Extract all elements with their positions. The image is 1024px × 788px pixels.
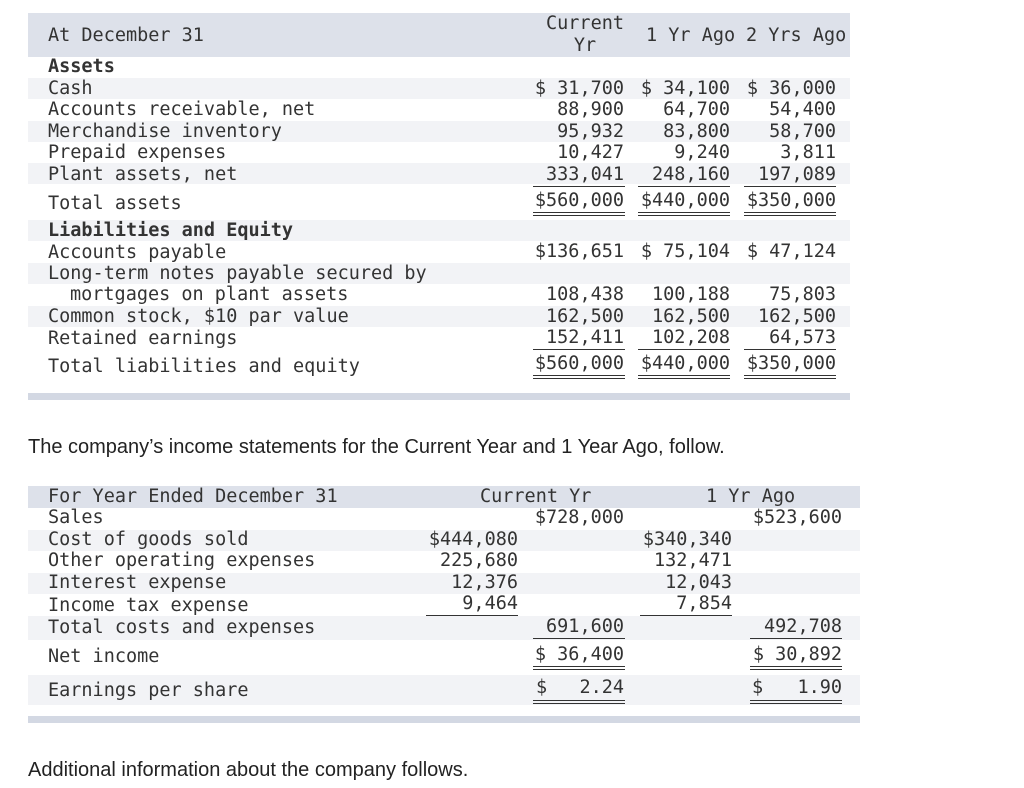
row-label-total-le: Total liabilities and equity [48, 356, 360, 377]
prepaid-current: 10,427 [557, 142, 624, 163]
balance-header-2yrs-ago: 2 Yrs Ago [746, 25, 847, 46]
income-header-label: For Year Ended December 31 [48, 486, 338, 507]
row-label-total-costs: Total costs and expenses [48, 617, 316, 638]
section-divider [28, 393, 850, 400]
total-costs-current: 691,600 [546, 616, 624, 637]
double-underline [638, 215, 730, 216]
common-stock-current: 162,500 [546, 306, 624, 327]
inventory-2yrs: 58,700 [769, 121, 836, 142]
row-label-ap: Accounts payable [48, 242, 227, 263]
total-assets-1yr: $440,000 [640, 190, 730, 211]
sales-current: $728,000 [534, 507, 624, 528]
retained-current: 152,411 [546, 327, 624, 348]
double-underline [533, 212, 625, 213]
ap-current: $136,651 [534, 241, 624, 262]
inventory-current: 95,932 [557, 121, 624, 142]
eps-1yr: 1.90 [797, 677, 842, 698]
retained-1yr: 102,208 [652, 327, 730, 348]
ltnp-1yr: 100,188 [652, 284, 730, 305]
total-le-current: $560,000 [534, 353, 624, 374]
ltnp-2yrs: 75,803 [769, 284, 836, 305]
total-le-2yrs: $350,000 [746, 353, 836, 374]
underline [533, 638, 625, 639]
underline [638, 349, 730, 350]
income-header-current-yr: Current Yr [480, 486, 592, 507]
plant-1yr: 248,160 [652, 164, 730, 185]
row-label-tax: Income tax expense [48, 595, 249, 616]
double-underline [750, 700, 842, 701]
balance-header-current-yr-1: Current [546, 13, 624, 34]
liabilities-heading: Liabilities and Equity [48, 220, 294, 241]
net-income-current: $ 36,400 [534, 644, 624, 665]
double-underline [533, 703, 625, 704]
underline [744, 186, 836, 187]
balance-header-1yr-ago: 1 Yr Ago [646, 25, 736, 46]
total-assets-2yrs: $350,000 [746, 190, 836, 211]
total-le-1yr: $440,000 [640, 353, 730, 374]
row-label-total-assets: Total assets [48, 193, 182, 214]
eps-current-symbol: $ [536, 677, 548, 698]
additional-info-text: Additional information about the company follows. [28, 759, 469, 781]
double-underline [744, 375, 836, 376]
tax-current: 9,464 [462, 593, 518, 614]
double-underline [533, 669, 625, 670]
row-label-ltnp-line2: mortgages on plant assets [70, 284, 349, 305]
retained-2yrs: 64,573 [769, 327, 836, 348]
sales-1yr: $523,600 [752, 507, 842, 528]
double-underline [750, 666, 842, 667]
row-label-ltnp-line1: Long-term notes payable secured by [48, 263, 427, 284]
net-income-1yr: $ 30,892 [752, 644, 842, 665]
plant-2yrs: 197,089 [758, 164, 836, 185]
double-underline [638, 212, 730, 213]
row-label-ar: Accounts receivable, net [48, 99, 316, 120]
ap-1yr: $ 75,104 [640, 241, 730, 262]
cash-2yrs: $ 36,000 [746, 78, 836, 99]
income-intro-text: The company’s income statements for the Current Year and 1 Year Ago, follow. [28, 436, 725, 458]
row-label-interest: Interest expense [48, 572, 227, 593]
row-label-retained: Retained earnings [48, 328, 238, 349]
ar-current: 88,900 [557, 99, 624, 120]
underline [640, 615, 732, 616]
underline [638, 186, 730, 187]
double-underline [744, 378, 836, 379]
row-label-inventory: Merchandise inventory [48, 121, 282, 142]
ap-2yrs: $ 47,124 [746, 241, 836, 262]
inventory-1yr: 83,800 [663, 121, 730, 142]
plant-current: 333,041 [546, 164, 624, 185]
balance-header-label: At December 31 [48, 25, 204, 46]
double-underline [750, 703, 842, 704]
row-label-eps: Earnings per share [48, 680, 249, 701]
row-label-cogs: Cost of goods sold [48, 529, 249, 550]
double-underline [533, 378, 625, 379]
row-label-plant: Plant assets, net [48, 164, 238, 185]
cogs-1yr: $340,340 [642, 529, 732, 550]
row-label-prepaid: Prepaid expenses [48, 142, 227, 163]
opex-1yr: 132,471 [654, 550, 732, 571]
assets-heading: Assets [48, 56, 115, 77]
double-underline [744, 212, 836, 213]
section-divider [28, 716, 860, 723]
row-label-common-stock: Common stock, $10 par value [48, 306, 349, 327]
opex-current: 225,680 [440, 550, 518, 571]
cogs-current: $444,080 [428, 529, 518, 550]
double-underline [638, 378, 730, 379]
ar-2yrs: 54,400 [769, 99, 836, 120]
interest-1yr: 12,043 [665, 572, 732, 593]
row-label-opex: Other operating expenses [48, 550, 316, 571]
prepaid-1yr: 9,240 [674, 142, 730, 163]
double-underline [638, 375, 730, 376]
prepaid-2yrs: 3,811 [780, 142, 836, 163]
row-label-sales: Sales [48, 507, 104, 528]
common-stock-2yrs: 162,500 [758, 306, 836, 327]
row-label-net-income: Net income [48, 646, 160, 667]
double-underline [533, 666, 625, 667]
interest-current: 12,376 [451, 572, 518, 593]
balance-header-current-yr-2: Yr [573, 35, 597, 56]
double-underline [744, 215, 836, 216]
common-stock-1yr: 162,500 [652, 306, 730, 327]
double-underline [533, 375, 625, 376]
underline [744, 349, 836, 350]
underline [533, 186, 625, 187]
underline [750, 638, 842, 639]
cash-current: $ 31,700 [534, 78, 624, 99]
ltnp-current: 108,438 [546, 284, 624, 305]
row-label-cash: Cash [48, 78, 93, 99]
eps-current: 2.24 [579, 677, 624, 698]
double-underline [750, 669, 842, 670]
double-underline [533, 700, 625, 701]
underline [426, 615, 518, 616]
underline [533, 349, 625, 350]
ar-1yr: 64,700 [663, 99, 730, 120]
eps-1yr-symbol: $ [752, 677, 764, 698]
tax-1yr: 7,854 [676, 593, 732, 614]
income-header-1yr-ago: 1 Yr Ago [706, 486, 796, 507]
double-underline [533, 215, 625, 216]
cash-1yr: $ 34,100 [640, 78, 730, 99]
total-costs-1yr: 492,708 [764, 616, 842, 637]
total-assets-current: $560,000 [534, 190, 624, 211]
